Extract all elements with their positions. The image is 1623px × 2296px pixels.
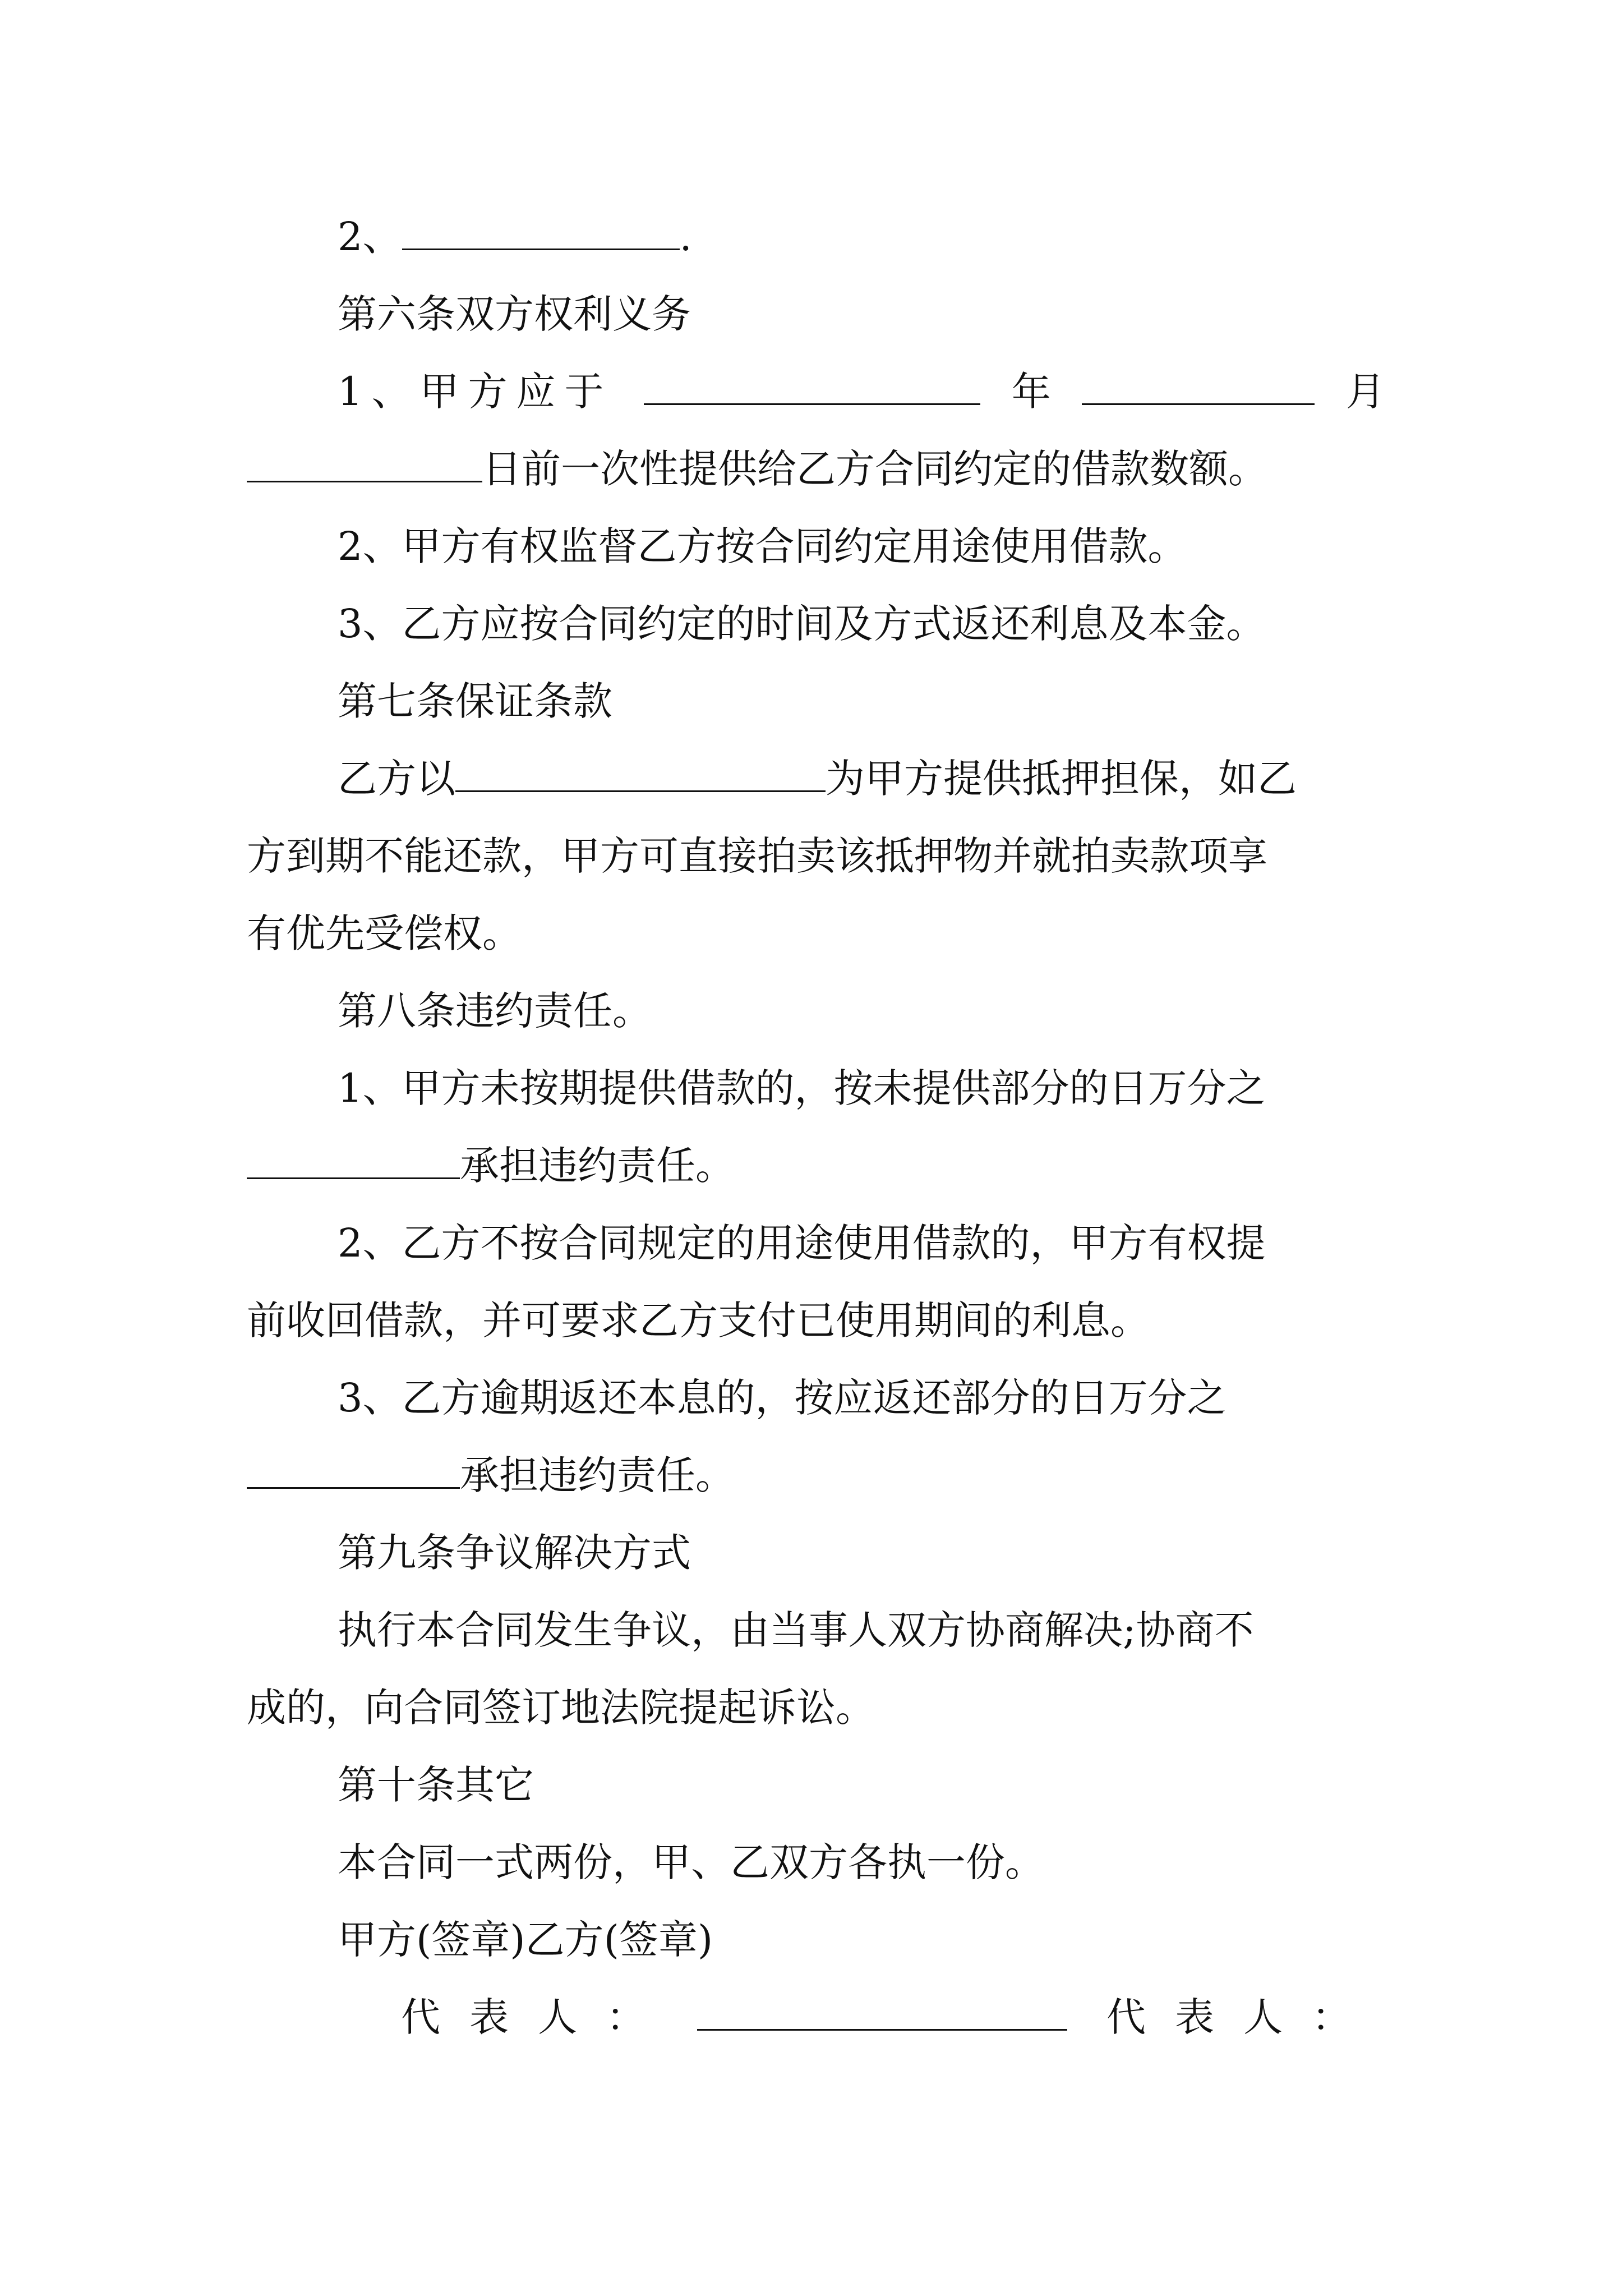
item1-text: 1、甲方应于 xyxy=(338,369,613,415)
clause6-item3: 3、乙方应按合同约定的时间及方式返还利息及本金。 xyxy=(338,601,1266,647)
year-label: 年 xyxy=(1011,369,1051,415)
month-label: 月 xyxy=(1345,369,1385,415)
clause8-item1-line2 xyxy=(247,1138,1385,1194)
clause8-item2-line1: 2、乙方不按合同规定的用途使用借款的，甲方有权提 xyxy=(338,1220,1266,1266)
signature-representatives xyxy=(401,1989,1385,2045)
clause8-title: 第八条违约责任。 xyxy=(338,988,652,1034)
clause8-item3-line1: 3、乙方逾期返还本息的，按应返还部分的日万分之 xyxy=(338,1375,1227,1421)
clause8-item1-line1: 1、甲方未按期提供借款的，按未提供部分的日万分之 xyxy=(338,1065,1266,1111)
clause8-item2-line2: 前收回借款，并可要求乙方支付已使用期间的利息。 xyxy=(247,1297,1150,1343)
rate-blank xyxy=(247,1144,460,1179)
clause10-paragraph: 本合同一式两份，甲、乙双方各执一份。 xyxy=(338,1839,1044,1885)
fill-blank xyxy=(402,215,680,250)
clause7-text-b: 为甲方提供抵押担保，如乙 xyxy=(826,756,1297,802)
clause7-paragraph-line1 xyxy=(247,751,1385,807)
clause8-item3-line2 xyxy=(247,1447,1385,1503)
month-blank xyxy=(1082,370,1315,405)
clause8-item3-end: 承担违约责任。 xyxy=(460,1452,735,1498)
rate-blank xyxy=(247,1453,460,1489)
representative-a-label: 代表人： xyxy=(401,1994,675,2040)
clause9-paragraph-line1: 执行本合同发生争议，由当事人双方协商解决;协商不 xyxy=(338,1607,1254,1653)
clause6-item1-line1 xyxy=(338,364,1385,420)
day-blank xyxy=(247,447,482,482)
item-number: 2、 xyxy=(338,214,402,260)
representative-b-label: 代表人： xyxy=(1106,1994,1380,2040)
clause7-paragraph-line3: 有优先受偿权。 xyxy=(247,910,522,956)
clause9-title: 第九条争议解决方式 xyxy=(338,1530,691,1576)
clause5-item2 xyxy=(247,209,1385,265)
clause9-paragraph-line2: 成的，向合同签订地法院提起诉讼。 xyxy=(247,1685,875,1731)
clause7-paragraph-line2: 方到期不能还款，甲方可直接拍卖该抵押物并就拍卖款项享 xyxy=(247,833,1267,879)
clause6-item2: 2、甲方有权监督乙方按合同约定用途使用借款。 xyxy=(338,523,1187,569)
clause8-item1-end: 承担违约责任。 xyxy=(460,1143,735,1189)
representative-a-blank xyxy=(697,1995,1067,2031)
signature-parties: 甲方(签章)乙方(签章) xyxy=(338,1917,713,1963)
item-end: . xyxy=(679,214,692,260)
clause10-title: 第十条其它 xyxy=(338,1762,534,1808)
collateral-blank xyxy=(455,757,826,792)
year-blank xyxy=(644,370,980,405)
clause6-item1-line2 xyxy=(247,441,1385,497)
clause7-title: 第七条保证条款 xyxy=(338,678,612,724)
clause7-text-a: 乙方以 xyxy=(338,756,455,802)
item1-continuation: 日前一次性提供给乙方合同约定的借款数额。 xyxy=(482,446,1267,492)
clause6-title: 第六条双方权利义务 xyxy=(338,291,691,337)
